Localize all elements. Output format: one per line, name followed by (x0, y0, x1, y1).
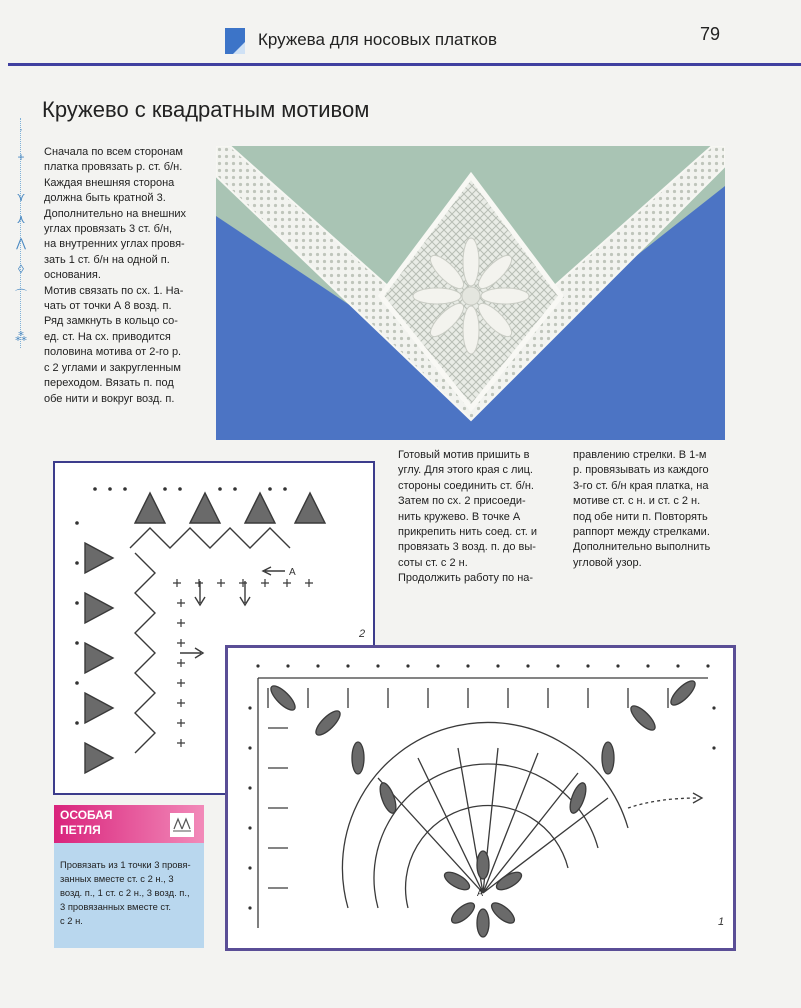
lace-photo (216, 146, 725, 440)
header-rule (8, 63, 801, 66)
special-stitch-text: Провязать из 1 точки 3 провя- занных вместе ст. с 2 н., 3 возд. п., 1 ст. с 2 н., 3 возд. п., 3 провязанных вместе ст. с 2 н. (60, 859, 191, 926)
stitch-symbol-icon: ⋎ (16, 190, 26, 204)
header-title: Кружева для носовых платков (258, 30, 498, 49)
diagram2-number: 2 (359, 628, 366, 640)
stitch-symbol-icon: ⁂ (15, 330, 27, 344)
stitch-symbol-icon: · (19, 122, 23, 136)
intro-text: Сначала по всем сторонам платка провязать р. ст. б/н. Каждая внешняя сторона должна быть кратной 3. Дополнительно на внешних углах провязать 3 ст. б/н, на внутренних углах провя- зать 1 ст. б/н на одной п. основания. Мотив связать по сх. 1. На- чать от точки А 8 возд. п. Ряд замкнуть в кольцо со- ед. ст. На сх. приводится половина мотива от 2-го р. с 2 углами и закругленным переходом. Вязать п. под обе нити и вокруг возд. п. (44, 146, 187, 405)
diagram1-point-label: А (477, 888, 484, 898)
section-title: Кружево с квадратным мотивом (42, 97, 370, 122)
stitch-symbol-icon: + (17, 150, 25, 164)
header-tab-icon (225, 28, 245, 54)
diagram2-point-label: А (289, 567, 296, 578)
special-stitch-box (54, 805, 204, 948)
special-stitch-title: ОСОБАЯ ПЕТЛЯ (60, 808, 113, 837)
special-stitch-symbol-icon (170, 813, 194, 837)
crochet-diagram-1 (225, 645, 736, 951)
stitch-symbol-icon: ⋀ (16, 236, 26, 250)
stitch-symbol-icon: ⌒ (14, 288, 27, 302)
right-column-text: правлению стрелки. В 1-м р. провязывать из каждого 3-го ст. б/н края платка, на мотиве ст. с н. и ст. с 2 н. под обе нити п. Повторять раппорт между стрелками. Дополнительно выполнить угловой узор. (573, 449, 711, 569)
stitch-symbol-icon: ⋏ (16, 212, 26, 226)
middle-column-text: Готовый мотив пришить в углу. Для этого края с лиц. стороны соединить ст. б/н. Затем по сх. 2 присоеди- нить кружево. В точке А прикрепить нить соед. ст. и провязать 3 возд. п. до вы- соты ст. с 2 н. Продолжить работу по на- (398, 449, 537, 585)
stitch-symbol-icon: ◊ (18, 262, 24, 276)
page-number: 79 (700, 24, 721, 44)
diagram1-number: 1 (718, 916, 725, 928)
